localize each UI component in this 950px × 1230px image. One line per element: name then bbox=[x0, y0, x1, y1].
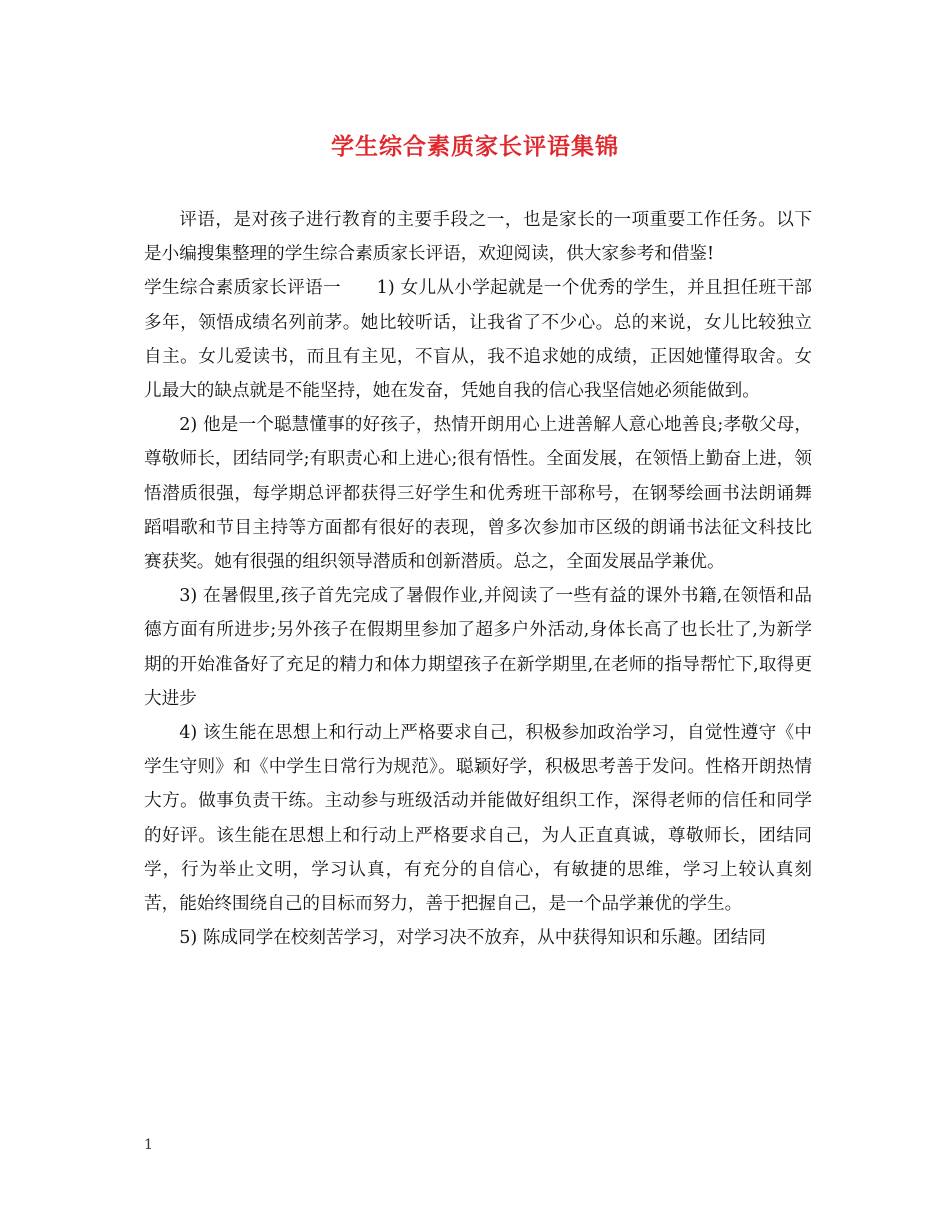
page-number: 1 bbox=[144, 1137, 153, 1153]
comment-paragraph-1: 学生综合素质家长评语一 1) 女儿从小学起就是一个优秀的学生，并且担任班干部多年，领悟成绩名列前茅。她比较听话，让我省了不少心。总的来说，女儿比较独立自主。女儿爱读书，而且有主见，不盲从，我不追求她的成绩，正因她懂得取舍。女儿最大的缺点就是不能坚持，她在发奋，凭她自我的信心我坚信她必须能做到。 bbox=[144, 278, 812, 402]
intro-paragraph: 评语，是对孩子进行教育的主要手段之一，也是家长的一项重要工作任务。以下是小编搜集整理的学生综合素质家长评语，欢迎阅读，供大家参考和借鉴! bbox=[144, 210, 812, 265]
document-title: 学生综合素质家长评语集锦 bbox=[331, 133, 619, 160]
comment-paragraph-3: 3) 在暑假里,孩子首先完成了暑假作业,并阅读了一些有益的课外书籍,在领悟和品德方面有所进步;另外孩子在假期里参加了超多户外活动,身体长高了也长壮了,为新学期的开始准备好了充足的精力和体力期望孩子在新学期里,在老师的指导帮忙下,取得更大进步 bbox=[144, 586, 812, 709]
document-body bbox=[144, 203, 812, 955]
comment-paragraph-4: 4) 该生能在思想上和行动上严格要求自己，积极参加政治学习，自觉性遵守《中学生守则》和《中学生日常行为规范》。聪颖好学，积极思考善于发问。性格开朗热情大方。做事负责干练。主动参与班级活动并能做好组织工作，深得老师的信任和同学的好评。该生能在思想上和行动上严格要求自己，为人正直真诚，尊敬师长，团结同学，行为举止文明，学习认真，有充分的自信心，有敏捷的思维，学习上较认真刻苦，能始终围绕自己的目标而努力，善于把握自己，是一个品学兼优的学生。 bbox=[144, 723, 812, 915]
comment-paragraph-2: 2) 他是一个聪慧懂事的好孩子，热情开朗用心上进善解人意心地善良;孝敬父母，尊敬师长，团结同学;有职责心和上进心;很有悟性。全面发展，在领悟上勤奋上进，领悟潜质很强，每学期总评都获得三好学生和优秀班干部称号，在钢琴绘画书法朗诵舞蹈唱歌和节目主持等方面都有很好的表现，曾多次参加市区级的朗诵书法征文科技比赛获奖。她有很强的组织领导潜质和创新潜质。总之，全面发展品学兼优。 bbox=[144, 415, 812, 573]
comment-paragraph-5: 5) 陈成同学在校刻苦学习，对学习决不放弃，从中获得知识和乐趣。团结同 bbox=[179, 928, 766, 949]
